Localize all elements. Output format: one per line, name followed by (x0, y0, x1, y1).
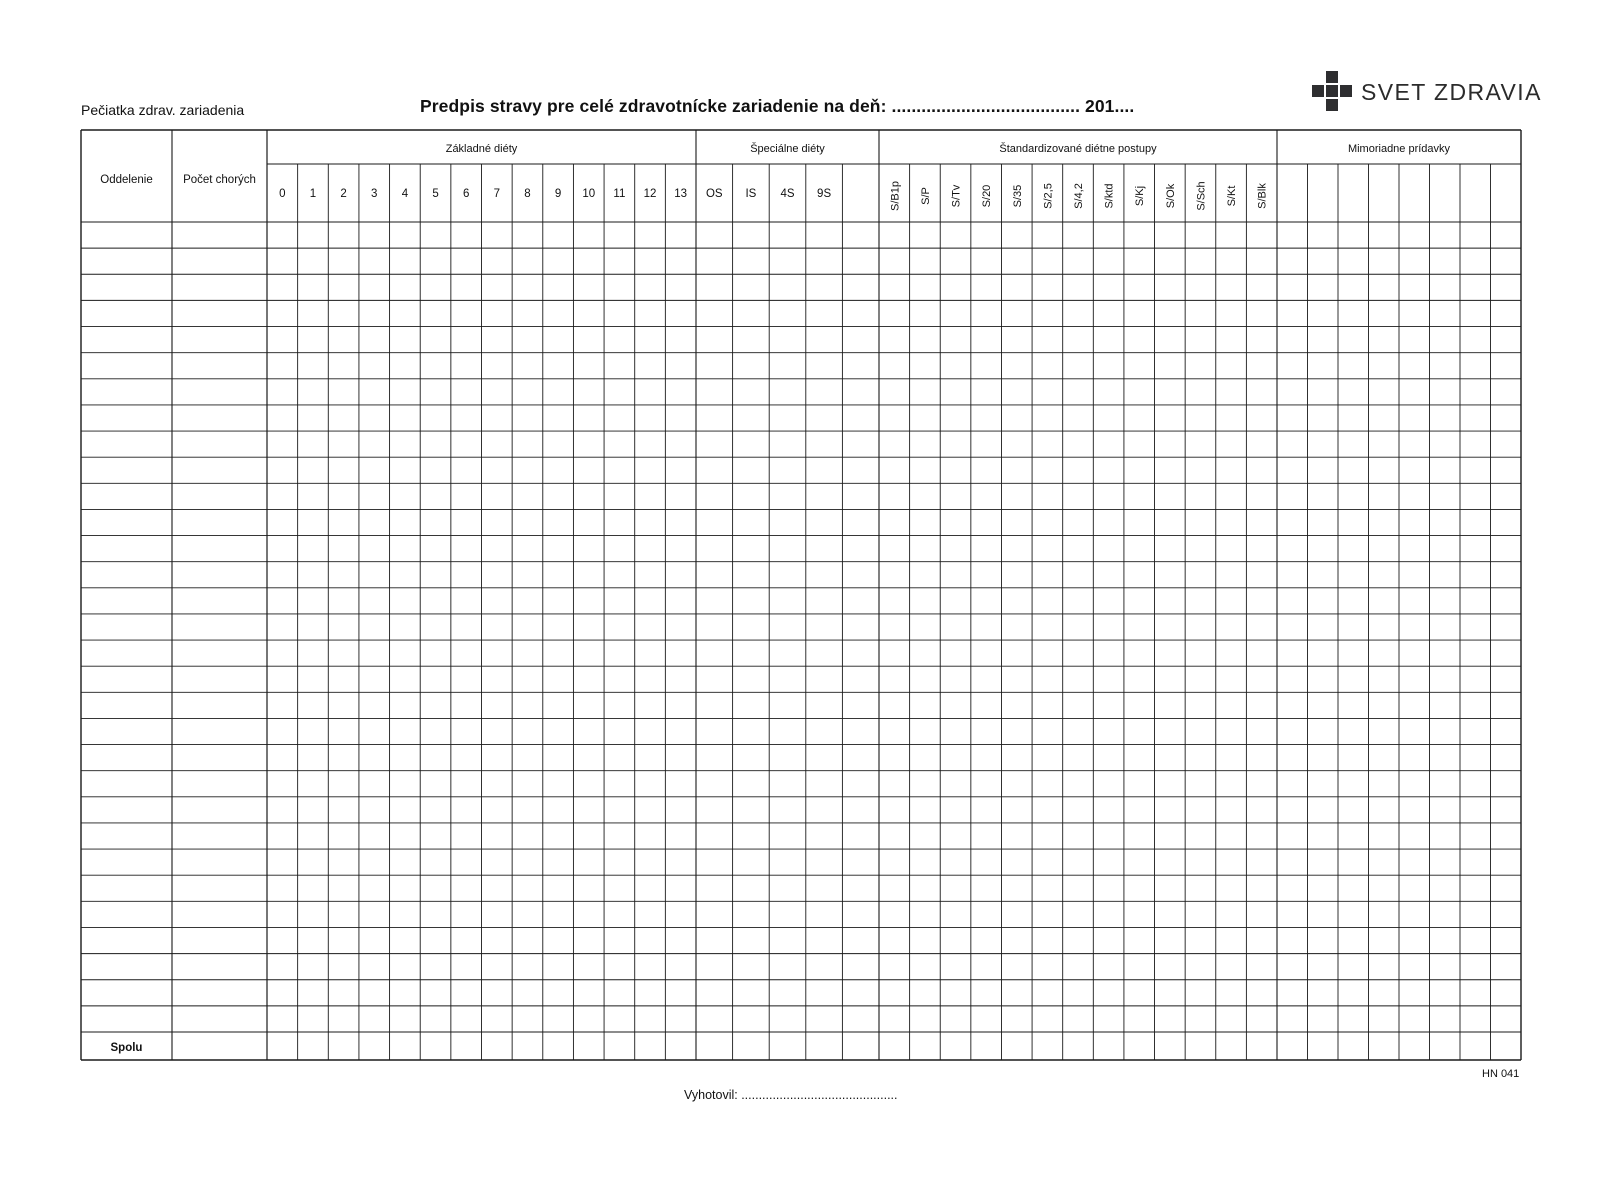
column-header: S/P (919, 187, 932, 205)
column-header: 4 (401, 188, 409, 200)
column-header: 9 (554, 188, 562, 200)
column-header: 10 (582, 188, 596, 200)
column-header: S/Sch (1195, 181, 1208, 211)
column-header: 6 (462, 188, 470, 200)
column-header: S/ktd (1103, 183, 1116, 209)
column-header: 13 (674, 188, 688, 200)
column-header: 7 (493, 188, 501, 200)
column-header: S/Tv (950, 184, 963, 208)
column-header: S/35 (1011, 184, 1024, 208)
page-title: Predpis stravy pre celé zdravotnícke zariadenie na deň: ...................................... 201.... (420, 96, 1135, 116)
column-header: 8 (524, 188, 531, 200)
column-header: IS (745, 188, 757, 200)
column-header: S/4,2 (1073, 183, 1085, 209)
column-header-department: Oddelenie (100, 174, 153, 186)
column-header: S/Kj (1134, 185, 1147, 207)
prepared-by-line[interactable]: Vyhotovil: ............................................. (684, 1088, 898, 1102)
column-header: 3 (371, 188, 378, 200)
column-header: 5 (432, 188, 439, 200)
group-header: Mimoriadne prídavky (1347, 143, 1451, 155)
column-header: OS (705, 188, 723, 200)
column-header: S/2,5 (1042, 183, 1055, 209)
column-header: S/B1p (889, 181, 902, 211)
column-header: 12 (643, 188, 657, 200)
column-header: 11 (613, 188, 626, 200)
column-header: S/20 (981, 184, 994, 208)
column-header: 9S (817, 188, 832, 200)
column-header: S/Ok (1164, 183, 1177, 209)
group-header: Špeciálne diéty (750, 143, 825, 155)
group-header: Základné diéty (445, 143, 518, 155)
column-header: 1 (309, 188, 317, 200)
column-header-patients: Počet chorých (183, 174, 256, 186)
column-header: 2 (340, 188, 347, 200)
total-row-label: Spolu (110, 1042, 143, 1054)
stamp-label: Pečiatka zdrav. zariadenia (81, 102, 245, 118)
column-header: 4S (780, 188, 795, 200)
logo-text: SVET ZDRAVIA (1361, 79, 1542, 105)
group-header: Štandardizované diétne postupy (999, 143, 1157, 155)
column-header: 0 (279, 188, 286, 200)
column-header: S/Kt (1226, 185, 1239, 207)
form-code: HN 041 (1482, 1068, 1520, 1080)
column-header: S/Blk (1256, 183, 1269, 209)
